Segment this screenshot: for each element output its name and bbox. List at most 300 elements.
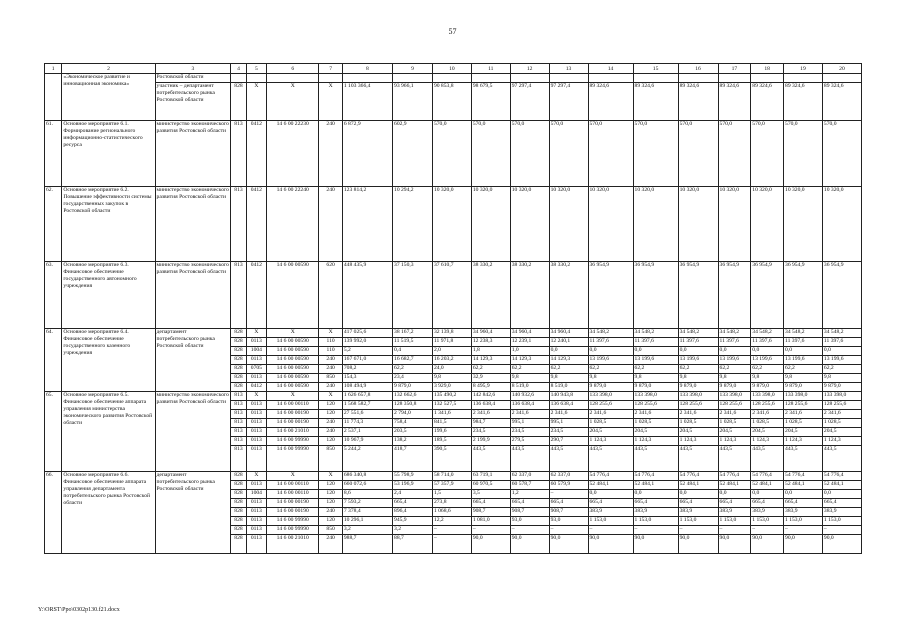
amount-cell: – bbox=[549, 526, 588, 535]
amount-cell: 2 341,6 bbox=[549, 410, 588, 419]
code-cell: 0113 bbox=[246, 401, 266, 410]
code-cell: X bbox=[267, 329, 319, 338]
column-header: 10 bbox=[432, 64, 471, 74]
table-row bbox=[45, 392, 862, 401]
amount-cell: 27 551,6 bbox=[342, 410, 392, 419]
activity-name: «Экономическое развитие и инновационная экономика» bbox=[62, 74, 155, 121]
executor: министерство экономического развития Ростовской области bbox=[155, 392, 231, 472]
amount-cell: 24,0 bbox=[432, 365, 471, 374]
amount-cell: 54 776,4 bbox=[633, 472, 678, 481]
code-cell: 828 bbox=[231, 535, 246, 554]
amount-cell: 8 519,0 bbox=[510, 383, 549, 392]
amount-cell: 135 490,2 bbox=[432, 392, 471, 401]
amount-cell: 54 776,4 bbox=[822, 472, 861, 481]
amount-cell bbox=[393, 74, 433, 83]
amount-cell: 37 610,7 bbox=[432, 262, 471, 329]
amount-cell: 2 341,6 bbox=[784, 410, 823, 419]
amount-cell bbox=[549, 74, 588, 83]
code-cell: 828 bbox=[231, 356, 246, 365]
amount-cell: 62,2 bbox=[784, 365, 823, 374]
amount-cell: 9,8 bbox=[822, 374, 861, 383]
amount-cell: 1,0 bbox=[510, 347, 549, 356]
amount-cell: 90,0 bbox=[718, 535, 751, 554]
amount-cell: 12 239,1 bbox=[510, 338, 549, 347]
amount-cell: 2 537,1 bbox=[342, 428, 392, 437]
amount-cell: – bbox=[718, 526, 751, 535]
code-cell: 0113 bbox=[246, 535, 266, 554]
code-cell: 850 bbox=[319, 374, 343, 383]
amount-cell: 10 294,2 bbox=[393, 187, 433, 262]
code-cell: 813 bbox=[231, 437, 246, 446]
amount-cell: 234,5 bbox=[549, 428, 588, 437]
amount-cell: 665,4 bbox=[471, 499, 510, 508]
code-cell: 240 bbox=[319, 383, 343, 392]
code-cell: 110 bbox=[319, 338, 343, 347]
amount-cell: 443,5 bbox=[471, 446, 510, 472]
amount-cell: 10 967,9 bbox=[342, 437, 392, 446]
code-cell: X bbox=[267, 472, 319, 481]
amount-cell: 5,2 bbox=[342, 347, 392, 356]
amount-cell: 234,5 bbox=[471, 428, 510, 437]
code-cell: 14 6 00 21010 bbox=[267, 428, 319, 437]
code-cell: 0113 bbox=[246, 428, 266, 437]
amount-cell: 443,5 bbox=[633, 446, 678, 472]
amount-cell: 1 028,5 bbox=[678, 419, 718, 428]
executor: департамент потребительского рынка Ростовской области bbox=[155, 329, 231, 392]
amount-cell: 62,2 bbox=[510, 365, 549, 374]
amount-cell: 443,5 bbox=[549, 446, 588, 472]
code-cell: 240 bbox=[319, 365, 343, 374]
amount-cell: 133 398,0 bbox=[633, 392, 678, 401]
executor: министерство экономического развития Ростовской области bbox=[155, 121, 231, 187]
column-header: 13 bbox=[549, 64, 588, 74]
amount-cell: 279,5 bbox=[510, 437, 549, 446]
amount-cell: 62,2 bbox=[633, 365, 678, 374]
amount-cell: 54 776,4 bbox=[588, 472, 633, 481]
code-cell: 813 bbox=[231, 446, 246, 472]
amount-cell: 62 337,0 bbox=[510, 472, 549, 481]
column-header: 16 bbox=[678, 64, 718, 74]
amount-cell: 10 320,0 bbox=[751, 187, 784, 262]
amount-cell: 36 954,9 bbox=[678, 262, 718, 329]
code-cell: 1004 bbox=[246, 347, 266, 356]
code-cell: 828 bbox=[231, 472, 246, 481]
amount-cell: 37 150,3 bbox=[393, 262, 433, 329]
column-header: 7 bbox=[319, 64, 343, 74]
amount-cell: 34 960,4 bbox=[549, 329, 588, 338]
code-cell: 813 bbox=[231, 401, 246, 410]
amount-cell: 2 341,6 bbox=[510, 410, 549, 419]
activity-name: Основное мероприятие 6.1. Формирование регионального информационно-статистического ресурса bbox=[62, 121, 155, 187]
row-number: 62. bbox=[45, 187, 62, 262]
code-cell: 14 6 00 99990 bbox=[267, 526, 319, 535]
amount-cell: 136 638,4 bbox=[471, 401, 510, 410]
amount-cell: – bbox=[678, 526, 718, 535]
code-cell bbox=[319, 74, 343, 83]
code-cell: 828 bbox=[231, 347, 246, 356]
table-row bbox=[45, 74, 862, 83]
amount-cell: 984,7 bbox=[471, 419, 510, 428]
amount-cell: 8 495,9 bbox=[471, 383, 510, 392]
amount-cell: 52 484,1 bbox=[588, 481, 633, 490]
amount-cell: 133 398,0 bbox=[678, 392, 718, 401]
code-cell: 14 6 00 00190 bbox=[267, 508, 319, 517]
amount-cell: 1,8 bbox=[471, 347, 510, 356]
column-header: 19 bbox=[784, 64, 823, 74]
amount-cell: 204,5 bbox=[633, 428, 678, 437]
amount-cell: 1 028,5 bbox=[751, 419, 784, 428]
table-row bbox=[45, 472, 862, 481]
amount-cell: 443,5 bbox=[784, 446, 823, 472]
amount-cell: 0,0 bbox=[678, 490, 718, 499]
amount-cell: 108 494,9 bbox=[342, 383, 392, 392]
amount-cell: 10 296,1 bbox=[342, 517, 392, 526]
code-cell: 240 bbox=[319, 419, 343, 428]
file-path-footer: Y:\ORST\Ppo\0302p130.f21.docx bbox=[38, 607, 120, 613]
amount-cell: 908,7 bbox=[510, 508, 549, 517]
amount-cell: 1 153,0 bbox=[633, 517, 678, 526]
column-header: 8 bbox=[342, 64, 392, 74]
amount-cell bbox=[751, 74, 784, 83]
amount-cell: 55 798,9 bbox=[393, 472, 433, 481]
code-cell: 0113 bbox=[246, 526, 266, 535]
amount-cell: 9 879,0 bbox=[751, 383, 784, 392]
amount-cell: 7 378,4 bbox=[342, 508, 392, 517]
amount-cell: 203,5 bbox=[393, 428, 433, 437]
code-cell: X bbox=[246, 472, 266, 481]
amount-cell: 908,7 bbox=[549, 508, 588, 517]
code-cell: 14 6 00 00590 bbox=[267, 356, 319, 365]
amount-cell: 1 124,3 bbox=[822, 437, 861, 446]
code-cell: 0113 bbox=[246, 499, 266, 508]
amount-cell: 3,2 bbox=[342, 526, 392, 535]
column-header: 4 bbox=[231, 64, 246, 74]
amount-cell: 93,0 bbox=[549, 517, 588, 526]
amount-cell: 8,6 bbox=[342, 490, 392, 499]
amount-cell: 0,0 bbox=[751, 490, 784, 499]
amount-cell: 36 954,9 bbox=[784, 262, 823, 329]
amount-cell: 32 139,8 bbox=[432, 329, 471, 338]
amount-cell: 9,8 bbox=[678, 374, 718, 383]
code-cell: 850 bbox=[319, 446, 343, 472]
code-cell: X bbox=[319, 83, 343, 121]
amount-cell: 97 297,4 bbox=[510, 83, 549, 121]
code-cell: 240 bbox=[319, 356, 343, 365]
code-cell: 120 bbox=[319, 499, 343, 508]
amount-cell: 2 341,6 bbox=[471, 410, 510, 419]
amount-cell: 14 129,3 bbox=[471, 356, 510, 365]
amount-cell: 11 774,3 bbox=[342, 419, 392, 428]
amount-cell bbox=[633, 74, 678, 83]
amount-cell: 13 199,6 bbox=[718, 356, 751, 365]
code-cell: 120 bbox=[319, 481, 343, 490]
amount-cell: – bbox=[510, 526, 549, 535]
amount-cell: 2 341,6 bbox=[718, 410, 751, 419]
amount-cell: 665,4 bbox=[718, 499, 751, 508]
amount-cell: 12 240,1 bbox=[549, 338, 588, 347]
amount-cell: 63 719,1 bbox=[471, 472, 510, 481]
code-cell: 0412 bbox=[246, 383, 266, 392]
amount-cell: 9,8 bbox=[510, 374, 549, 383]
amount-cell: 90,0 bbox=[588, 535, 633, 554]
amount-cell: 1 153,0 bbox=[718, 517, 751, 526]
amount-cell: 34 960,4 bbox=[510, 329, 549, 338]
amount-cell: 154,3 bbox=[342, 374, 392, 383]
code-cell: 14 6 00 00190 bbox=[267, 419, 319, 428]
executor: департамент потребительского рынка Ростовской области bbox=[155, 472, 231, 554]
amount-cell: 665,4 bbox=[678, 499, 718, 508]
amount-cell: 9,8 bbox=[432, 374, 471, 383]
amount-cell: 58 714,0 bbox=[432, 472, 471, 481]
amount-cell: 0,0 bbox=[784, 347, 823, 356]
amount-cell: 10 320,0 bbox=[633, 187, 678, 262]
amount-cell: 139 992,0 bbox=[342, 338, 392, 347]
amount-cell: 167 671,0 bbox=[342, 356, 392, 365]
row-number: 66. bbox=[45, 472, 62, 554]
table-row bbox=[45, 329, 862, 338]
amount-cell: 2 341,6 bbox=[588, 410, 633, 419]
amount-cell: 2 341,6 bbox=[822, 410, 861, 419]
code-cell: X bbox=[246, 83, 266, 121]
amount-cell: 1 028,5 bbox=[633, 419, 678, 428]
code-cell: X bbox=[267, 392, 319, 401]
amount-cell: 128 255,6 bbox=[678, 401, 718, 410]
amount-cell: 665,4 bbox=[510, 499, 549, 508]
code-cell: 828 bbox=[231, 508, 246, 517]
amount-cell: 1 153,0 bbox=[588, 517, 633, 526]
code-cell: 0113 bbox=[246, 437, 266, 446]
activity-name: Основное мероприятие 6.5. Финансовое обеспечение аппарата управления министерства экономического развития Ростовской области bbox=[62, 392, 155, 472]
amount-cell: 273,8 bbox=[432, 499, 471, 508]
code-cell: X bbox=[319, 329, 343, 338]
code-cell: 14 6 00 00110 bbox=[267, 401, 319, 410]
code-cell: 0113 bbox=[246, 508, 266, 517]
amount-cell: 10 320,0 bbox=[510, 187, 549, 262]
amount-cell: 52 484,1 bbox=[633, 481, 678, 490]
amount-cell: 90,0 bbox=[784, 535, 823, 554]
amount-cell: 1 124,3 bbox=[678, 437, 718, 446]
amount-cell: 128 255,6 bbox=[784, 401, 823, 410]
executor: Ростовской области bbox=[155, 74, 231, 83]
amount-cell: 686 340,8 bbox=[342, 472, 392, 481]
amount-cell: 0,0 bbox=[784, 490, 823, 499]
amount-cell: 570,0 bbox=[510, 121, 549, 187]
column-header: 12 bbox=[510, 64, 549, 74]
amount-cell: 0,0 bbox=[751, 347, 784, 356]
amount-cell: 665,4 bbox=[588, 499, 633, 508]
code-cell: 120 bbox=[319, 517, 343, 526]
amount-cell: 14 129,3 bbox=[510, 356, 549, 365]
amount-cell: 62,2 bbox=[751, 365, 784, 374]
amount-cell: 1 081,0 bbox=[471, 517, 510, 526]
amount-cell: 9 879,0 bbox=[678, 383, 718, 392]
code-cell: 0412 bbox=[246, 262, 266, 329]
amount-cell: 189,5 bbox=[432, 437, 471, 446]
amount-cell: 11 397,6 bbox=[751, 338, 784, 347]
code-cell: 828 bbox=[231, 526, 246, 535]
amount-cell: 9,8 bbox=[718, 374, 751, 383]
amount-cell: 34 548,2 bbox=[588, 329, 633, 338]
amount-cell: 443,5 bbox=[678, 446, 718, 472]
amount-cell: 38 330,2 bbox=[549, 262, 588, 329]
amount-cell: 1 568 582,7 bbox=[342, 401, 392, 410]
amount-cell: 60 970,5 bbox=[471, 481, 510, 490]
code-cell: 0113 bbox=[246, 356, 266, 365]
code-cell: 813 bbox=[231, 262, 246, 329]
code-cell: 14 6 00 00190 bbox=[267, 410, 319, 419]
amount-cell: 34 548,2 bbox=[751, 329, 784, 338]
amount-cell: 9,8 bbox=[751, 374, 784, 383]
amount-cell: 9 879,0 bbox=[784, 383, 823, 392]
amount-cell: – bbox=[588, 526, 633, 535]
code-cell: 120 bbox=[319, 437, 343, 446]
amount-cell: 90,0 bbox=[633, 535, 678, 554]
amount-cell: 98 679,5 bbox=[471, 83, 510, 121]
amount-cell: 12 238,3 bbox=[471, 338, 510, 347]
code-cell bbox=[267, 74, 319, 83]
amount-cell: 10 320,0 bbox=[588, 187, 633, 262]
amount-cell: 140 943,8 bbox=[549, 392, 588, 401]
amount-cell: 36 954,9 bbox=[822, 262, 861, 329]
amount-cell: 443,5 bbox=[822, 446, 861, 472]
amount-cell: 62 337,0 bbox=[549, 472, 588, 481]
amount-cell: 1,5 bbox=[432, 490, 471, 499]
amount-cell bbox=[784, 74, 823, 83]
amount-cell: 1 626 657,8 bbox=[342, 392, 392, 401]
amount-cell: 665,4 bbox=[393, 499, 433, 508]
amount-cell: 36 954,9 bbox=[588, 262, 633, 329]
amount-cell: – bbox=[549, 490, 588, 499]
code-cell bbox=[246, 74, 266, 83]
amount-cell: 204,5 bbox=[751, 428, 784, 437]
amount-cell: 3,5 bbox=[471, 490, 510, 499]
amount-cell: – bbox=[633, 526, 678, 535]
amount-cell: 60 579,9 bbox=[549, 481, 588, 490]
amount-cell: 1 028,5 bbox=[822, 419, 861, 428]
amount-cell: 132 527,5 bbox=[432, 401, 471, 410]
amount-cell: 665,4 bbox=[784, 499, 823, 508]
table-row bbox=[45, 83, 862, 121]
column-header: 5 bbox=[246, 64, 266, 74]
amount-cell: – bbox=[432, 535, 471, 554]
amount-cell: 93 966,1 bbox=[393, 83, 433, 121]
code-cell: X bbox=[319, 472, 343, 481]
amount-cell: 34 548,2 bbox=[784, 329, 823, 338]
amount-cell: 708,2 bbox=[342, 365, 392, 374]
amount-cell: 3 929,0 bbox=[432, 383, 471, 392]
amount-cell: 60 578,7 bbox=[510, 481, 549, 490]
amount-cell: 1 103 366,4 bbox=[342, 83, 392, 121]
amount-cell: 12,2 bbox=[432, 517, 471, 526]
page-number: 57 bbox=[448, 27, 457, 36]
amount-cell: – bbox=[432, 526, 471, 535]
table-row bbox=[45, 187, 862, 262]
amount-cell: 36 954,9 bbox=[751, 262, 784, 329]
column-header: 14 bbox=[588, 64, 633, 74]
amount-cell: 90,0 bbox=[822, 535, 861, 554]
amount-cell: 133 398,0 bbox=[751, 392, 784, 401]
amount-cell: 140 932,6 bbox=[510, 392, 549, 401]
amount-cell: 10 320,0 bbox=[549, 187, 588, 262]
amount-cell: 1 341,6 bbox=[432, 410, 471, 419]
code-cell: 14 6 00 99990 bbox=[267, 517, 319, 526]
amount-cell: 10 320,0 bbox=[718, 187, 751, 262]
column-header: 18 bbox=[751, 64, 784, 74]
amount-cell: 23,4 bbox=[393, 374, 433, 383]
amount-cell: 52 484,1 bbox=[718, 481, 751, 490]
code-cell: 813 bbox=[231, 410, 246, 419]
amount-cell: 13 199,6 bbox=[633, 356, 678, 365]
amount-cell: 443,5 bbox=[751, 446, 784, 472]
amount-cell: 0,0 bbox=[822, 490, 861, 499]
amount-cell: 204,5 bbox=[822, 428, 861, 437]
code-cell: 0113 bbox=[246, 419, 266, 428]
code-cell: 828 bbox=[231, 383, 246, 392]
amount-cell: 88,7 bbox=[393, 535, 433, 554]
amount-cell: 10 320,0 bbox=[822, 187, 861, 262]
amount-cell: 128 255,6 bbox=[718, 401, 751, 410]
amount-cell: 570,0 bbox=[549, 121, 588, 187]
amount-cell: 93,0 bbox=[510, 517, 549, 526]
amount-cell: – bbox=[784, 526, 823, 535]
amount-cell: 199,6 bbox=[432, 428, 471, 437]
amount-cell: 383,9 bbox=[633, 508, 678, 517]
amount-cell: 7 593,2 bbox=[342, 499, 392, 508]
amount-cell: 128 255,6 bbox=[751, 401, 784, 410]
table-row bbox=[45, 121, 862, 187]
row-number: 61. bbox=[45, 121, 62, 187]
code-cell: 620 bbox=[319, 262, 343, 329]
code-cell: 828 bbox=[231, 338, 246, 347]
column-header: 6 bbox=[267, 64, 319, 74]
amount-cell: 138,2 bbox=[393, 437, 433, 446]
amount-cell bbox=[471, 74, 510, 83]
amount-cell: 9 879,0 bbox=[393, 383, 433, 392]
amount-cell: 13 199,6 bbox=[822, 356, 861, 365]
amount-cell: 0,0 bbox=[822, 347, 861, 356]
code-cell: 14 6 00 00590 bbox=[267, 374, 319, 383]
code-cell: 828 bbox=[231, 499, 246, 508]
code-cell: 240 bbox=[319, 428, 343, 437]
amount-cell: 52 484,1 bbox=[678, 481, 718, 490]
amount-cell: 89 324,6 bbox=[588, 83, 633, 121]
code-cell: 240 bbox=[319, 535, 343, 554]
amount-cell: 16 682,7 bbox=[393, 356, 433, 365]
amount-cell: 10 320,0 bbox=[678, 187, 718, 262]
amount-cell: 418,7 bbox=[393, 446, 433, 472]
column-header: 9 bbox=[393, 64, 433, 74]
amount-cell bbox=[822, 74, 861, 83]
amount-cell: 11 397,6 bbox=[822, 338, 861, 347]
amount-cell: 448 435,9 bbox=[342, 262, 392, 329]
amount-cell: 136 638,4 bbox=[549, 401, 588, 410]
amount-cell: 14 129,3 bbox=[549, 356, 588, 365]
amount-cell: 945,9 bbox=[393, 517, 433, 526]
amount-cell: 11 397,6 bbox=[718, 338, 751, 347]
amount-cell: – bbox=[751, 526, 784, 535]
amount-cell: 9,8 bbox=[588, 374, 633, 383]
code-cell: 14 6 00 22230 bbox=[267, 121, 319, 187]
amount-cell: 3,2 bbox=[393, 526, 433, 535]
amount-cell: 443,5 bbox=[588, 446, 633, 472]
amount-cell: 570,0 bbox=[588, 121, 633, 187]
code-cell: 240 bbox=[319, 508, 343, 517]
column-header: 15 bbox=[633, 64, 678, 74]
amount-cell: 13 199,6 bbox=[784, 356, 823, 365]
amount-cell: 11 971,8 bbox=[432, 338, 471, 347]
code-cell: X bbox=[246, 329, 266, 338]
amount-cell: 9,8 bbox=[549, 374, 588, 383]
